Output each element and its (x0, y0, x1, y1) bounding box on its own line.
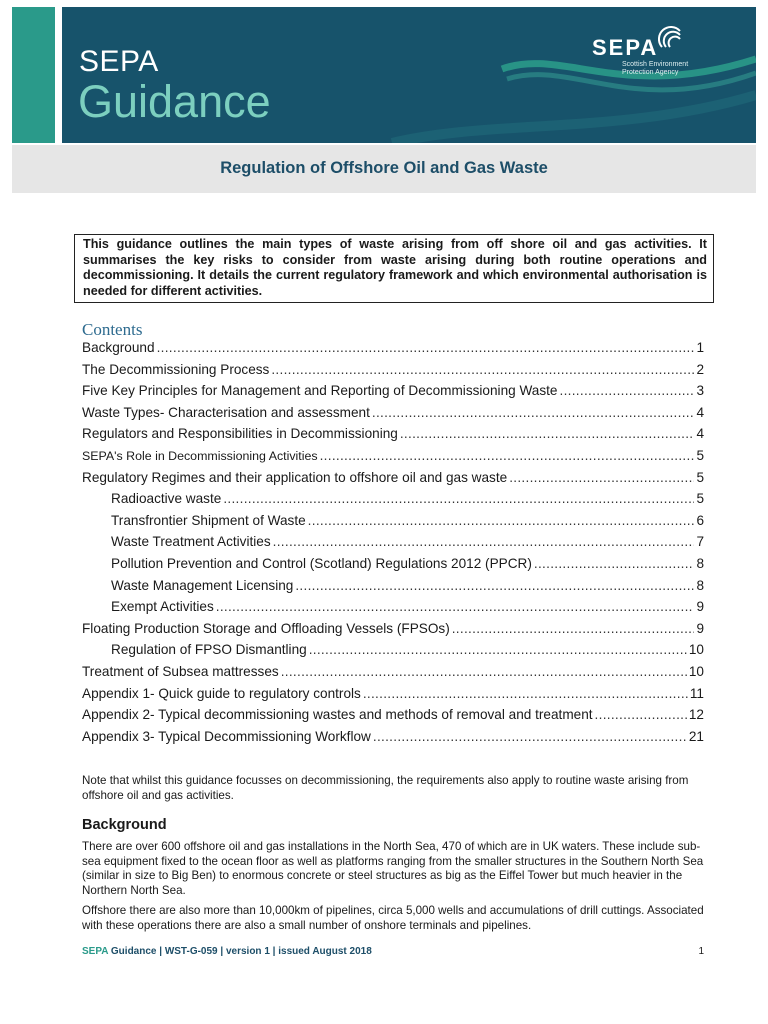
toc-subentry[interactable]: Radioactive waste ..... 5 (82, 491, 704, 513)
toc-subentry[interactable]: Exempt Activities ..... 9 (82, 599, 704, 621)
toc-entry[interactable]: Waste Types- Characterisation and assessment ..... 4 (82, 405, 704, 427)
toc-entry[interactable]: Appendix 2- Typical decommissioning wastes and methods of removal and treatment ..... 12 (82, 707, 704, 729)
toc-entry[interactable]: Regulators and Responsibilities in Decommissioning ..... 4 (82, 426, 704, 448)
toc-entry[interactable]: Regulatory Regimes and their application to offshore oil and gas waste ..... 5 (82, 470, 704, 492)
toc-entry[interactable]: Appendix 1- Quick guide to regulatory controls ..... 11 (82, 686, 704, 708)
background-paragraph-2: Offshore there are also more than 10,000km of pipelines, circa 5,000 wells and accumulations of drill cuttings. Associated with these operations there are also a small number of onshore terminals and pipelines. (82, 904, 704, 932)
sepa-logo-subtitle: Scottish Environment Protection Agency (622, 61, 689, 76)
toc-entry[interactable]: The Decommissioning Process ..... 2 (82, 362, 704, 384)
page-number: 1 (698, 946, 704, 957)
toc-subentry[interactable]: Waste Management Licensing ..... 8 (82, 578, 704, 600)
scope-note: Note that whilst this guidance focusses on decommissioning, the requirements also apply to routine waste arising from offshore oil and gas activities. (82, 774, 689, 802)
footer-doc-info: Guidance | WST-G-059 | version 1 | issued August 2018 (108, 946, 372, 957)
toc-subentry[interactable]: Transfrontier Shipment of Waste ..... 6 (82, 513, 704, 535)
toc-entry[interactable]: Background ..... 1 (82, 340, 704, 362)
banner-title-guidance: Guidance (78, 76, 271, 127)
sepa-logo-icon (658, 25, 686, 53)
background-paragraph-1: There are over 600 offshore oil and gas installations in the North Sea, 470 of which are in UK waters. These include sub-sea equipment fixed to the ocean floor as well as platforms ranging from the smaller structures in the Southern North Sea (similar in size to Big Ben) to enormous concrete or steel structures as big as the Eiffel Tower but much heavier in the Northern North Sea. (82, 840, 704, 897)
banner-title-sepa: SEPA (79, 45, 159, 78)
toc-entry[interactable]: Treatment of Subsea mattresses ..... 10 (82, 664, 704, 686)
summary-box: This guidance outlines the main types of waste arising from off shore oil and gas activities. It summarises the key risks to consider from waste arising during both routine operations and decommissioning. It details the current regulatory framework and which environmental authorisation is needed for different activities. (74, 234, 714, 303)
document-title: Regulation of Offshore Oil and Gas Waste (220, 159, 548, 177)
toc-subentry[interactable]: Waste Treatment Activities ..... 7 (82, 534, 704, 556)
table-of-contents (82, 340, 704, 750)
toc-entry[interactable]: Floating Production Storage and Offloading Vessels (FPSOs) ..... 9 (82, 621, 704, 643)
toc-subentry[interactable]: Pollution Prevention and Control (Scotland) Regulations 2012 (PPCR) ..... 8 (82, 556, 704, 578)
toc-entry[interactable]: Five Key Principles for Management and Reporting of Decommissioning Waste ..... 3 (82, 383, 704, 405)
toc-entry[interactable]: SEPA's Role in Decommissioning Activities ..... 5 (82, 448, 704, 470)
footer-brand: SEPA (82, 946, 109, 957)
toc-subentry[interactable]: Regulation of FPSO Dismantling ..... 10 (82, 642, 704, 664)
background-heading: Background (82, 817, 167, 833)
header-banner (62, 7, 756, 143)
page-footer (82, 946, 704, 957)
title-band (12, 145, 756, 193)
sepa-logo-text: SEPA (592, 35, 659, 60)
header-accent-bar (12, 7, 55, 143)
toc-entry[interactable]: Appendix 3- Typical Decommissioning Workflow ..... 21 (82, 729, 704, 751)
contents-heading: Contents (82, 320, 143, 339)
